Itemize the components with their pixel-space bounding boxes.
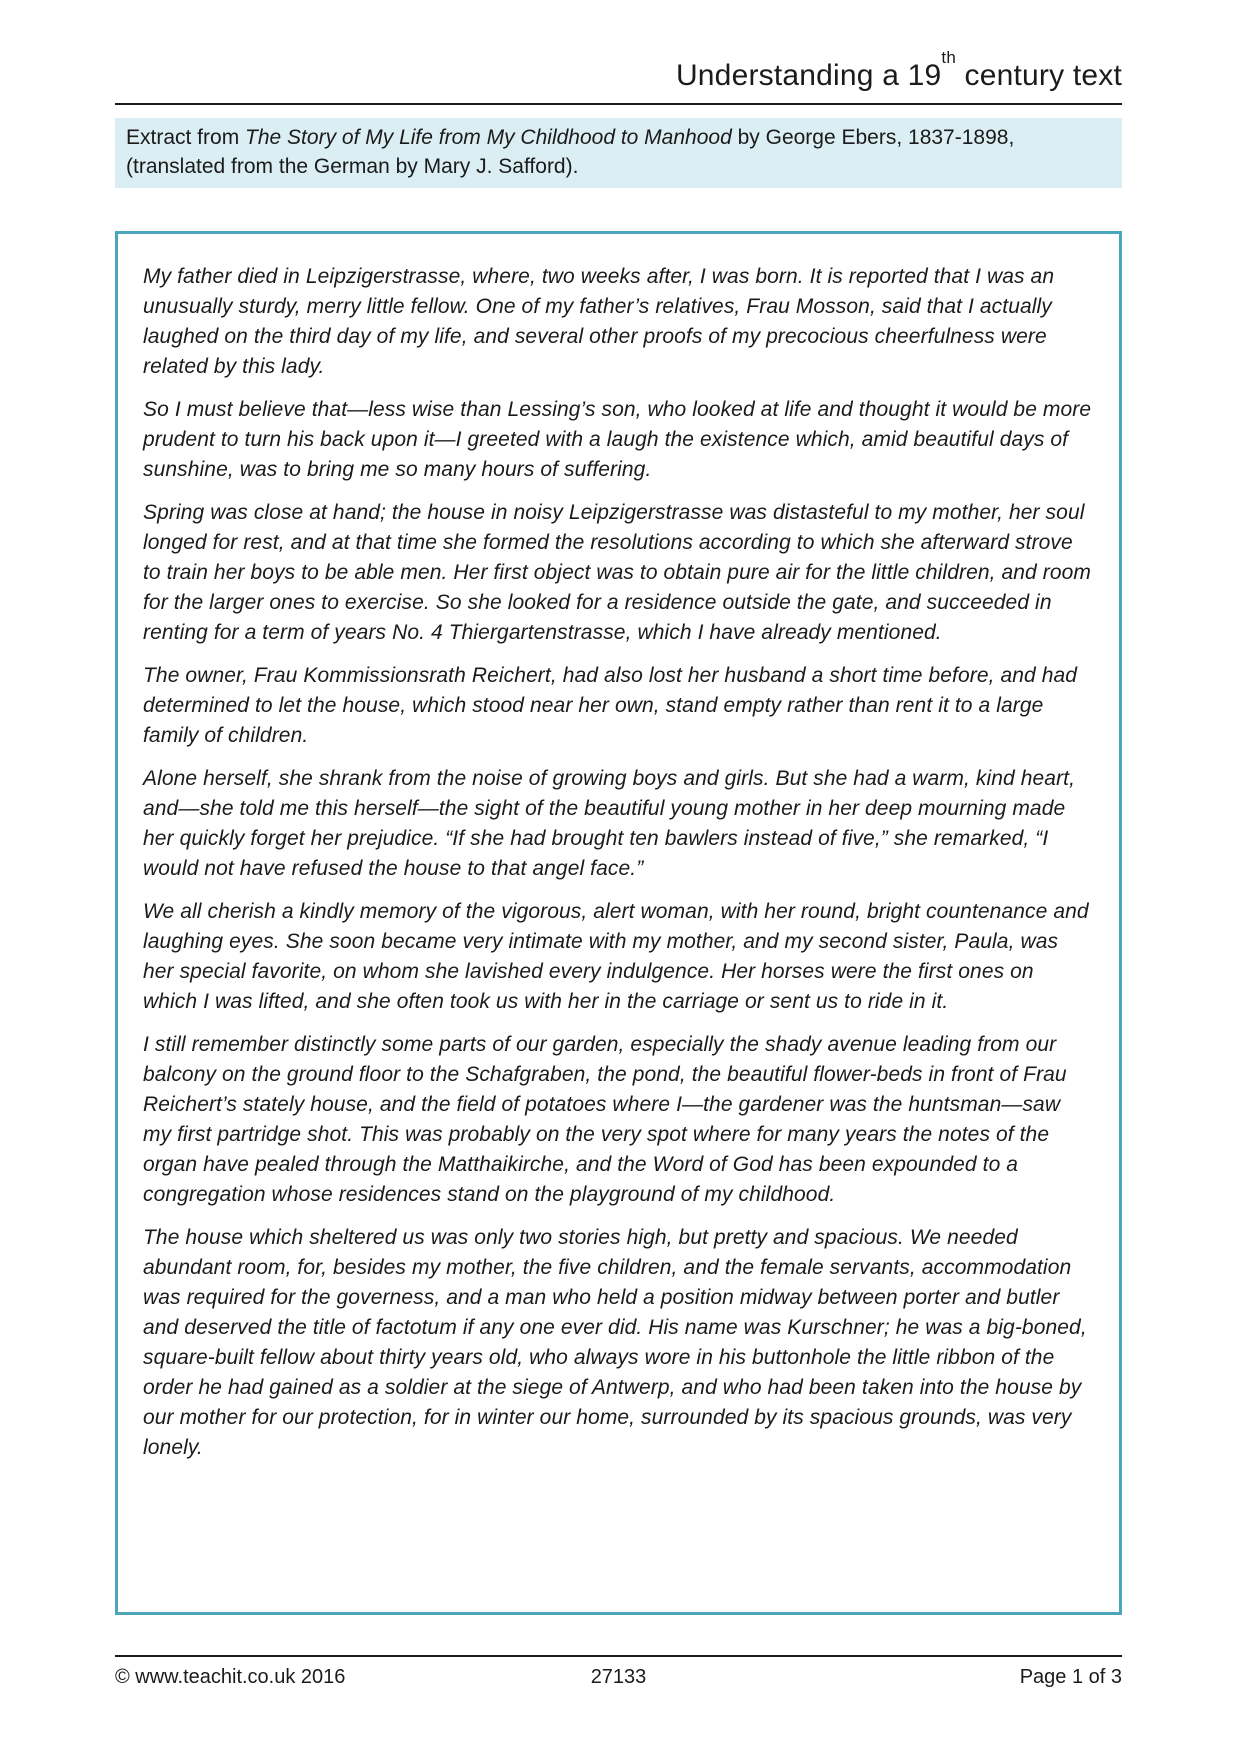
extract-paragraph: We all cherish a kindly memory of the vigorous, alert woman, with her round, bright countenance and laughing eyes. She soon became very intimate with my mother, and my second sister, Paula, was her special favorite, on whom she lavished every indulgence. Her horses were the first ones on which I was lifted, and she often took us with her in the carriage or sent us to ride in it. bbox=[143, 900, 1089, 1013]
extract-attribution-line1 bbox=[126, 123, 1111, 152]
extract-paragraph: The house which sheltered us was only two stories high, but pretty and spacious. We needed abundant room, for, besides my mother, the five children, and the female servants, accommodation was required for the governess, and a man who held a position midway between porter and butler and deserved the title of factotum if any one ever did. His name was Kurschner; he was a big-boned, square-built fellow about thirty years old, who always wore in his buttonhole the little ribbon of the order he had gained as a soldier at the siege of Antwerp, and who had been taken into the house by our mother for our protection, for in winter our home, surrounded by its spacious grounds, was very lonely. bbox=[143, 1226, 1087, 1459]
extract-attribution bbox=[115, 118, 1122, 188]
extract-paragraph: My father died in Leipzigerstrasse, where, two weeks after, I was born. It is reported that I was an unusually sturdy, merry little fellow. One of my father’s relatives, Frau Mosson, said that I actually laughed on the third day of my life, and several other proofs of my precocious cheerfulness were related by this lady. bbox=[143, 265, 1055, 378]
extract-text-box bbox=[115, 231, 1122, 1615]
footer-row bbox=[115, 1657, 1122, 1690]
page-number: Page 1 of 3 bbox=[1019, 1666, 1122, 1688]
extract-attribution-line2: (translated from the German by Mary J. Safford). bbox=[126, 155, 579, 178]
page-header bbox=[115, 0, 1122, 105]
page-footer bbox=[115, 1655, 1122, 1690]
document-id: 27133 bbox=[590, 1666, 647, 1688]
extract-paragraph: Alone herself, she shrank from the noise of growing boys and girls. But she had a warm, kind heart, and—she told me this herself—the sight of the beautiful young mother in her deep mourning made her quickly forget her prejudice. “If she had brought ten bawlers instead of five,” she remarked, “I would not have refused the house to that angel face.” bbox=[143, 767, 1076, 880]
worksheet-title bbox=[115, 48, 1122, 94]
title-text: Understanding a 19 bbox=[675, 59, 942, 92]
extract-paragraph: So I must believe that—less wise than Lessing’s son, who looked at life and thought it would be more prudent to turn his back upon it—I greeted with a laugh the existence which, amid beautiful days of sunshine, was to bring me so many hours of suffering. bbox=[143, 398, 1092, 481]
header-rule bbox=[115, 103, 1122, 105]
attribution-prefix: Extract from bbox=[126, 126, 246, 149]
extract-paragraph: I still remember distinctly some parts of our garden, especially the shady avenue leading from our balcony on the ground floor to the Schafgraben, the pond, the beautiful flower-beds in front of Frau Reichert’s stately house, and the field of potatoes where I—the gardener was the huntsman—saw my first partridge shot. This was probably on the very spot where for many years the notes of the organ have pealed through the Matthaikirche, and the Word of God has been expounded to a congregation whose residences stand on the playground of my childhood. bbox=[143, 1033, 1067, 1206]
title-text-suffix: century text bbox=[955, 59, 1122, 92]
copyright-text: © www.teachit.co.uk 2016 bbox=[115, 1666, 346, 1688]
attribution-author: by George Ebers, 1837-1898, bbox=[731, 126, 1015, 149]
book-title: The Story of My Life from My Childhood to Manhood bbox=[245, 126, 732, 149]
title-superscript: th bbox=[941, 48, 956, 67]
extract-paragraph: The owner, Frau Kommissionsrath Reichert, had also lost her husband a short time before, and had determined to let the house, which stood near her own, stand empty rather than rent it to a large family of children. bbox=[143, 664, 1078, 747]
extract-paragraph: Spring was close at hand; the house in noisy Leipzigerstrasse was distasteful to my mother, her soul longed for rest, and at that time she formed the resolutions according to which she afterward strove to train her boys to be able men. Her first object was to obtain pure air for the little children, and room for the larger ones to exercise. So she looked for a residence outside the gate, and succeeded in renting for a term of years No. 4 Thiergartenstrasse, which I have already mentioned. bbox=[143, 501, 1092, 644]
